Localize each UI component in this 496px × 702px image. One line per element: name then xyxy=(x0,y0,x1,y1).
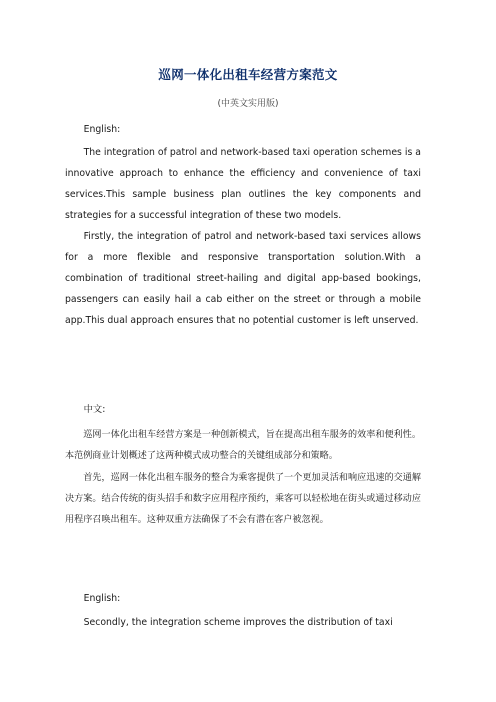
paragraph-chinese-1: 巡网一体化出租车经营方案是一种创新模式，旨在提高出租车服务的效率和便利性。本范例商业计划概述了这两种模式成功整合的关键组成部分和策略。 xyxy=(65,430,421,461)
paragraph-english-3: Secondly, the integration scheme improves the distribution of taxi xyxy=(83,617,393,628)
section-label-english-2: English: xyxy=(83,593,121,604)
section-label-english: English: xyxy=(83,124,121,135)
document-subtitle: (中英文实用版) xyxy=(217,99,279,109)
paragraph-english-2: Firstly, the integration of patrol and network-based taxi services allows for a more flexible and responsive transportation solution.With a combination of traditional street-hailing and digital app-based bookings, passengers can easily hail a cab either on the street or through a mobile app.This dual approach ensures that no potential customer is left unserved. xyxy=(65,231,421,326)
section-label-chinese: 中文: xyxy=(83,404,106,415)
paragraph-english-1: The integration of patrol and network-based taxi operation schemes is a innovative approach to enhance the efficiency and convenience of taxi services.This sample business plan outlines the key components and strategies for a successful integration of these two models. xyxy=(65,147,421,221)
paragraph-chinese-2: 首先，巡网一体化出租车服务的整合为乘客提供了一个更加灵活和响应迅速的交通解决方案。结合传统的街头招手和数字应用程序预约，乘客可以轻松地在街头或通过移动应用程序召唤出租车。这种双重方法确保了不会有潜在客户被忽视。 xyxy=(65,473,421,525)
document-title: 巡网一体化出租车经营方案范文 xyxy=(158,67,338,82)
